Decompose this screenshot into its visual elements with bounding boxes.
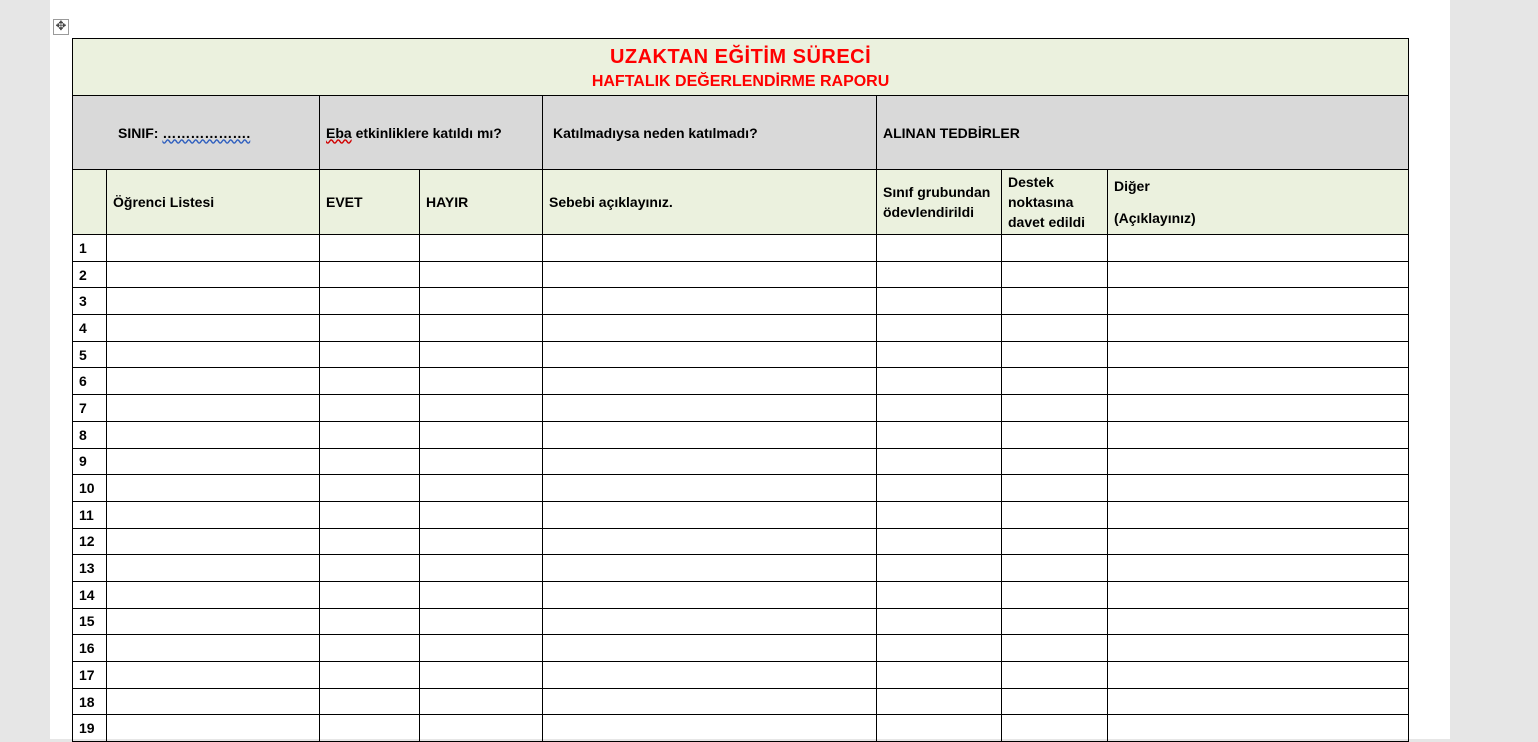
row-number[interactable]: 14 — [73, 581, 107, 608]
table-cell[interactable] — [877, 341, 1002, 368]
table-cell[interactable] — [543, 475, 877, 502]
table-cell[interactable] — [1002, 635, 1108, 662]
table-cell[interactable] — [107, 662, 320, 689]
table-row — [73, 341, 1409, 368]
row-number[interactable]: 8 — [73, 421, 107, 448]
table-cell[interactable] — [107, 421, 320, 448]
table-row — [73, 421, 1409, 448]
table-cell[interactable] — [107, 608, 320, 635]
table-cell[interactable] — [1108, 288, 1409, 315]
table-cell[interactable] — [877, 581, 1002, 608]
table-cell[interactable] — [107, 235, 320, 262]
row-number[interactable]: 17 — [73, 662, 107, 689]
yes-label: EVET — [326, 194, 363, 210]
table-cell[interactable] — [420, 421, 543, 448]
table-cell[interactable] — [420, 555, 543, 582]
table-cell[interactable] — [320, 395, 420, 422]
table-cell[interactable] — [107, 501, 320, 528]
support-point-label: Destek noktasına davet edildi — [1008, 174, 1086, 230]
table-row — [73, 261, 1409, 288]
table-cell[interactable] — [107, 315, 320, 342]
table-cell[interactable] — [420, 475, 543, 502]
table-cell[interactable] — [320, 688, 420, 715]
table-cell[interactable] — [320, 528, 420, 555]
table-cell[interactable] — [877, 501, 1002, 528]
move-arrows-icon[interactable]: ✥ — [53, 19, 69, 35]
row-number[interactable]: 3 — [73, 288, 107, 315]
table-cell[interactable] — [320, 662, 420, 689]
table-cell[interactable] — [320, 421, 420, 448]
table-row — [73, 528, 1409, 555]
no-cell[interactable] — [420, 170, 543, 235]
table-cell[interactable] — [1002, 608, 1108, 635]
table-cell[interactable] — [543, 501, 877, 528]
table-cell[interactable] — [877, 235, 1002, 262]
table-cell[interactable] — [1002, 421, 1108, 448]
reason-question-cell[interactable] — [543, 96, 877, 170]
table-cell[interactable] — [107, 288, 320, 315]
student-list-label: Öğrenci Listesi — [113, 194, 215, 210]
row-number[interactable]: 11 — [73, 501, 107, 528]
table-cell[interactable] — [320, 475, 420, 502]
table-cell[interactable] — [320, 235, 420, 262]
table-cell[interactable] — [1108, 608, 1409, 635]
table-cell[interactable] — [543, 715, 877, 742]
table-cell[interactable] — [320, 315, 420, 342]
table-cell[interactable] — [1002, 581, 1108, 608]
table-row — [73, 688, 1409, 715]
table-cell[interactable] — [420, 528, 543, 555]
report-table — [72, 38, 1409, 742]
table-cell[interactable] — [320, 261, 420, 288]
table-cell[interactable] — [543, 368, 877, 395]
table-cell[interactable] — [1108, 662, 1409, 689]
table-cell[interactable] — [543, 261, 877, 288]
subheader-number-cell[interactable] — [73, 170, 107, 235]
table-cell[interactable] — [877, 688, 1002, 715]
table-cell[interactable] — [320, 341, 420, 368]
table-cell[interactable] — [107, 475, 320, 502]
table-cell[interactable] — [420, 608, 543, 635]
table-cell[interactable] — [420, 368, 543, 395]
report-title: UZAKTAN EĞİTİM SÜRECİ — [609, 46, 872, 68]
class-group-label: Sınıf grubundan ödevlendirildi — [883, 184, 991, 220]
student-list-cell[interactable] — [107, 170, 320, 235]
eba-question-rest: etkinliklere katıldı mı? — [351, 124, 502, 141]
table-cell[interactable] — [877, 635, 1002, 662]
table-cell[interactable] — [543, 528, 877, 555]
table-cell[interactable] — [877, 608, 1002, 635]
table-cell[interactable] — [877, 555, 1002, 582]
row-number[interactable]: 6 — [73, 368, 107, 395]
table-cell[interactable] — [543, 688, 877, 715]
table-cell[interactable] — [543, 635, 877, 662]
table-cell[interactable] — [1108, 635, 1409, 662]
row-number[interactable]: 12 — [73, 528, 107, 555]
row-number[interactable]: 18 — [73, 688, 107, 715]
table-row — [73, 368, 1409, 395]
table-cell[interactable] — [107, 341, 320, 368]
table-cell[interactable] — [1002, 501, 1108, 528]
table-cell[interactable] — [107, 368, 320, 395]
table-cell[interactable] — [877, 315, 1002, 342]
table-cell[interactable] — [107, 261, 320, 288]
student-rows — [73, 235, 1409, 742]
table-cell[interactable] — [320, 368, 420, 395]
row-number[interactable]: 16 — [73, 635, 107, 662]
table-cell[interactable] — [877, 288, 1002, 315]
table-cell[interactable] — [107, 448, 320, 475]
table-row — [73, 662, 1409, 689]
table-cell[interactable] — [543, 662, 877, 689]
table-cell[interactable] — [107, 715, 320, 742]
row-number[interactable]: 10 — [73, 475, 107, 502]
table-cell[interactable] — [1002, 662, 1108, 689]
report-subtitle: HAFTALIK DEĞERLENDİRME RAPORU — [591, 73, 890, 90]
eba-word: Eba — [326, 124, 352, 141]
table-cell[interactable] — [1002, 688, 1108, 715]
table-cell[interactable] — [420, 715, 543, 742]
table-cell[interactable] — [543, 581, 877, 608]
table-cell[interactable] — [320, 635, 420, 662]
table-cell[interactable] — [1108, 315, 1409, 342]
row-number[interactable]: 2 — [73, 261, 107, 288]
table-row — [73, 448, 1409, 475]
table-cell[interactable] — [320, 715, 420, 742]
explain-label: Sebebi açıklayınız. — [549, 194, 673, 210]
table-cell[interactable] — [420, 635, 543, 662]
table-cell[interactable] — [1002, 395, 1108, 422]
table-cell[interactable] — [1108, 475, 1409, 502]
table-cell[interactable] — [543, 555, 877, 582]
table-cell[interactable] — [1108, 555, 1409, 582]
table-cell[interactable] — [1002, 341, 1108, 368]
table-row — [73, 475, 1409, 502]
row-number[interactable]: 13 — [73, 555, 107, 582]
class-group-cell[interactable] — [877, 170, 1002, 235]
table-cell[interactable] — [1002, 235, 1108, 262]
table-cell[interactable] — [1002, 475, 1108, 502]
table-cell[interactable] — [877, 421, 1002, 448]
table-cell[interactable] — [320, 581, 420, 608]
table-cell[interactable] — [877, 395, 1002, 422]
table-row — [73, 581, 1409, 608]
class-field[interactable] — [73, 96, 320, 170]
table-cell[interactable] — [1108, 395, 1409, 422]
table-row — [73, 395, 1409, 422]
table-cell[interactable] — [1108, 261, 1409, 288]
table-cell[interactable] — [420, 448, 543, 475]
table-cell[interactable] — [543, 235, 877, 262]
table-cell[interactable] — [420, 662, 543, 689]
table-cell[interactable] — [1002, 528, 1108, 555]
table-cell[interactable] — [877, 368, 1002, 395]
table-cell[interactable] — [877, 528, 1002, 555]
table-cell[interactable] — [543, 421, 877, 448]
table-cell[interactable] — [420, 581, 543, 608]
other-cell[interactable] — [1108, 170, 1409, 235]
table-cell[interactable] — [320, 501, 420, 528]
row-number[interactable]: 19 — [73, 715, 107, 742]
other-label: Diğer — [1114, 178, 1150, 194]
table-cell[interactable] — [107, 688, 320, 715]
table-cell[interactable] — [107, 395, 320, 422]
table-cell[interactable] — [1002, 315, 1108, 342]
table-cell[interactable] — [420, 288, 543, 315]
table-cell[interactable] — [107, 581, 320, 608]
row-number[interactable]: 5 — [73, 341, 107, 368]
table-cell[interactable] — [320, 555, 420, 582]
table-cell[interactable] — [1108, 341, 1409, 368]
yes-cell[interactable] — [320, 170, 420, 235]
table-cell[interactable] — [877, 448, 1002, 475]
row-number[interactable]: 1 — [73, 235, 107, 262]
table-cell[interactable] — [543, 395, 877, 422]
other-explain-label: (Açıklayınız) — [1114, 210, 1196, 226]
table-cell[interactable] — [1108, 448, 1409, 475]
table-cell[interactable] — [320, 608, 420, 635]
table-row — [73, 635, 1409, 662]
table-cell[interactable] — [1002, 448, 1108, 475]
table-cell[interactable] — [320, 288, 420, 315]
row-number[interactable]: 15 — [73, 608, 107, 635]
table-cell[interactable] — [543, 315, 877, 342]
row-number[interactable]: 4 — [73, 315, 107, 342]
table-cell[interactable] — [543, 448, 877, 475]
table-cell[interactable] — [107, 555, 320, 582]
table-cell[interactable] — [1108, 421, 1409, 448]
table-cell[interactable] — [543, 608, 877, 635]
table-cell[interactable] — [420, 688, 543, 715]
table-row — [73, 555, 1409, 582]
table-cell[interactable] — [877, 715, 1002, 742]
table-cell[interactable] — [1002, 715, 1108, 742]
table-cell[interactable] — [107, 635, 320, 662]
measures-cell[interactable] — [877, 96, 1409, 170]
table-cell[interactable] — [420, 235, 543, 262]
table-cell[interactable] — [1108, 715, 1409, 742]
table-row — [73, 715, 1409, 742]
class-dots: ………………. — [162, 124, 251, 141]
table-cell[interactable] — [1108, 501, 1409, 528]
row-number[interactable]: 7 — [73, 395, 107, 422]
table-cell[interactable] — [420, 261, 543, 288]
table-cell[interactable] — [877, 475, 1002, 502]
row-number[interactable]: 9 — [73, 448, 107, 475]
table-cell[interactable] — [877, 261, 1002, 288]
table-cell[interactable] — [1108, 528, 1409, 555]
table-cell[interactable] — [1002, 555, 1108, 582]
table-row — [73, 288, 1409, 315]
class-label: SINIF: — [118, 124, 163, 141]
table-cell[interactable] — [420, 501, 543, 528]
title-cell[interactable] — [73, 39, 1409, 96]
no-label: HAYIR — [426, 194, 469, 210]
reason-question: Katılmadıysa neden katılmadı? — [553, 124, 758, 141]
table-cell[interactable] — [1108, 368, 1409, 395]
table-cell[interactable] — [1108, 688, 1409, 715]
explain-cell[interactable] — [543, 170, 877, 235]
table-cell[interactable] — [877, 662, 1002, 689]
table-row — [73, 235, 1409, 262]
table-cell[interactable] — [543, 288, 877, 315]
support-point-cell[interactable] — [1002, 170, 1108, 235]
table-cell[interactable] — [420, 315, 543, 342]
measures-label: ALINAN TEDBİRLER — [883, 124, 1020, 141]
table-cell[interactable] — [320, 448, 420, 475]
table-row — [73, 501, 1409, 528]
table-cell[interactable] — [1002, 288, 1108, 315]
table-cell[interactable] — [420, 395, 543, 422]
table-row — [73, 315, 1409, 342]
table-cell[interactable] — [420, 341, 543, 368]
eba-question-cell[interactable] — [320, 96, 543, 170]
table-cell[interactable] — [107, 528, 320, 555]
table-cell[interactable] — [1002, 368, 1108, 395]
table-cell[interactable] — [1002, 261, 1108, 288]
table-cell[interactable] — [1108, 581, 1409, 608]
table-row — [73, 608, 1409, 635]
table-cell[interactable] — [1108, 235, 1409, 262]
table-cell[interactable] — [543, 341, 877, 368]
